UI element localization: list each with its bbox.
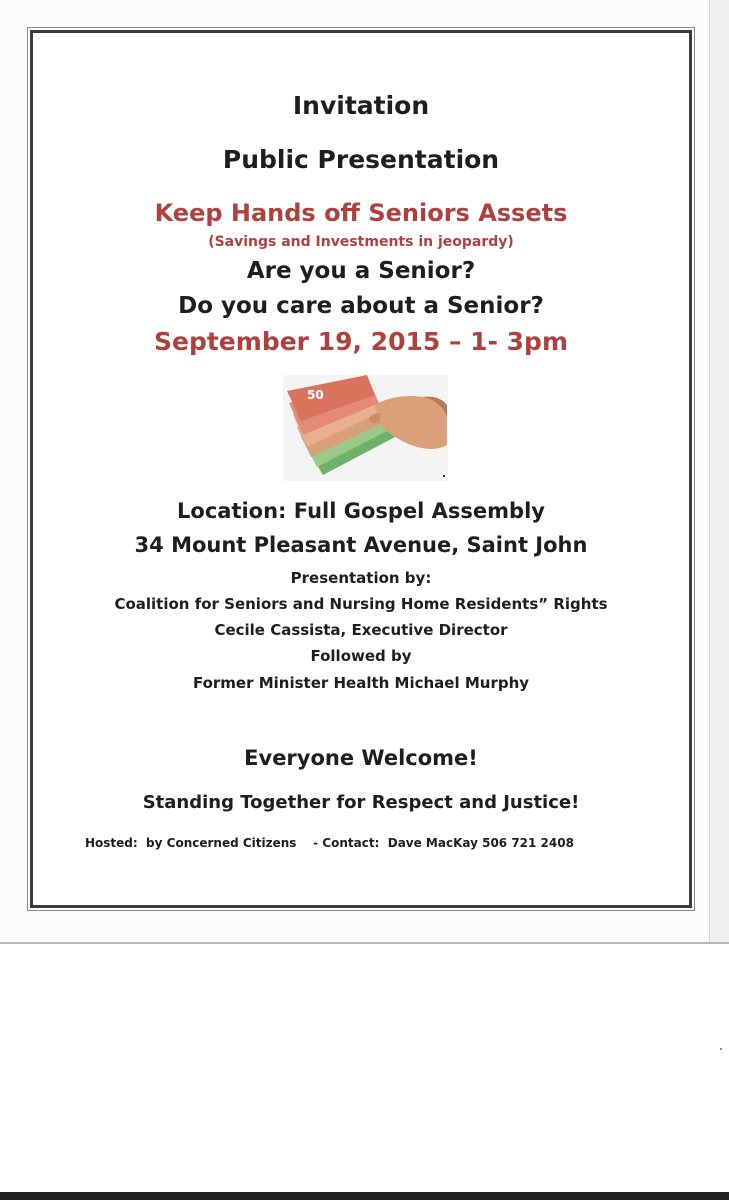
followed-by-label: Followed by <box>310 647 412 665</box>
money-hand-image <box>283 375 448 481</box>
flyer-title: Invitation <box>292 91 430 120</box>
footer-contact: Hosted: by Concerned Citizens - Contact: Dave MacKay 506 721 2408 <box>85 836 574 850</box>
question-care: Do you care about a Senior? <box>178 293 544 319</box>
scan-speck <box>720 1048 722 1050</box>
event-address: 34 Mount Pleasant Avenue, Saint John <box>134 533 588 557</box>
presenter-organization: Coalition for Seniors and Nursing Home Residents” Rights <box>114 595 608 613</box>
flyer-headline-note: (Savings and Investments in jeopardy) <box>208 234 514 250</box>
event-location: Location: Full Gospel Assembly <box>177 499 545 523</box>
banknote-label: 50 <box>307 388 324 402</box>
sheet-edge <box>709 0 729 942</box>
presenter-name: Cecile Cassista, Executive Director <box>214 621 508 639</box>
second-speaker: Former Minister Health Michael Murphy <box>192 674 530 692</box>
slogan: Standing Together for Respect and Justice! <box>142 792 580 813</box>
scanner-border <box>0 1192 729 1200</box>
sheet-bottom-edge <box>0 942 729 944</box>
flyer-frame <box>30 30 692 908</box>
question-senior: Are you a Senior? <box>246 258 476 284</box>
flyer-headline: Keep Hands off Seniors Assets <box>154 199 568 227</box>
welcome-message: Everyone Welcome! <box>244 746 478 770</box>
flyer-subtitle: Public Presentation <box>222 145 500 174</box>
event-date-time: September 19, 2015 – 1- 3pm <box>154 327 568 356</box>
presentation-by-label: Presentation by: <box>290 569 432 587</box>
